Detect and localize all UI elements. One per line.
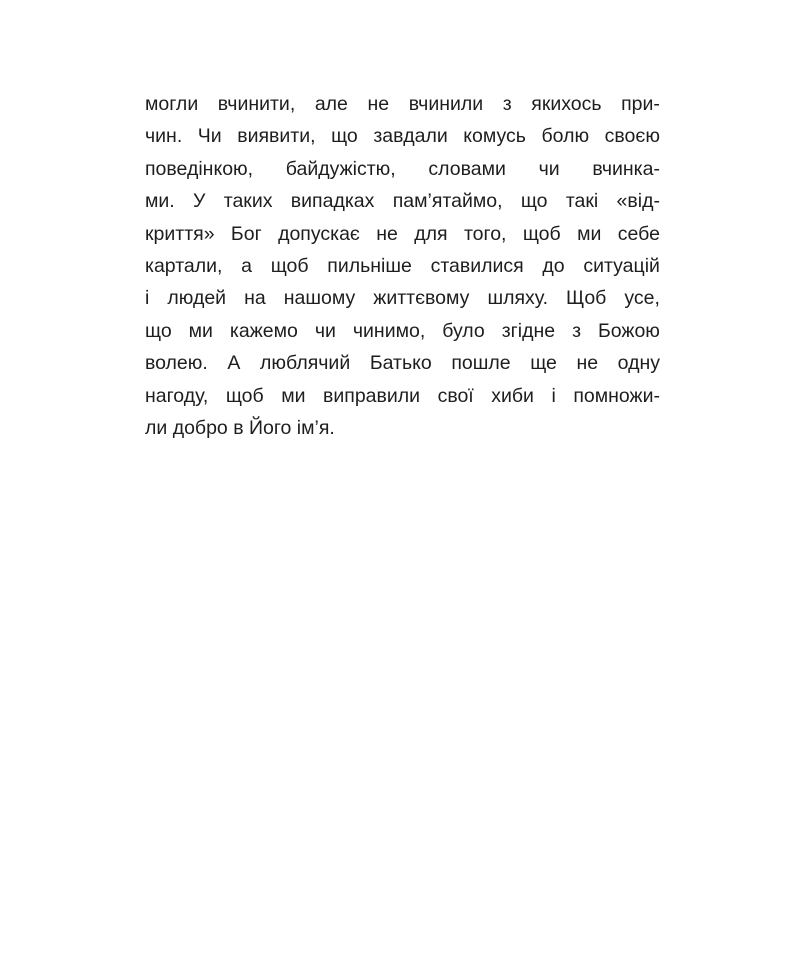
word: життєвому: [373, 287, 470, 310]
word: ми: [577, 222, 602, 245]
word: з: [572, 319, 582, 342]
word: до: [542, 254, 565, 277]
word: хиби: [491, 384, 534, 407]
word: якихось: [531, 93, 602, 115]
word: «від-: [616, 190, 660, 213]
word: люблячий: [260, 352, 351, 375]
word: вчинка-: [592, 157, 660, 180]
word: ставилися: [430, 254, 524, 277]
paragraph-line: [145, 250, 660, 282]
word: усе,: [624, 287, 660, 310]
word: Щоб: [566, 287, 607, 310]
word: що: [145, 319, 172, 342]
word: У: [193, 190, 206, 213]
word: а: [241, 254, 253, 277]
word: болю: [541, 125, 590, 148]
word: пам’ятаймо,: [392, 190, 503, 213]
word: чи: [314, 319, 336, 342]
paragraph-line: [145, 380, 660, 412]
word: А: [227, 352, 241, 375]
paragraph-line: [145, 120, 660, 152]
word: таких: [223, 190, 273, 213]
word: не: [576, 352, 599, 375]
word: ситуацій: [583, 254, 660, 277]
word: для: [414, 222, 448, 245]
word: але: [314, 93, 348, 115]
word: завдали: [373, 125, 448, 148]
word: чин.: [145, 125, 183, 148]
word: волею.: [145, 352, 208, 375]
word: Чи: [197, 125, 222, 148]
word: випадках: [290, 190, 375, 213]
word: байдужістю,: [285, 157, 396, 180]
word: чинимо,: [352, 319, 426, 342]
word: своєю: [604, 125, 660, 148]
word: чи: [538, 157, 560, 180]
word: щоб: [522, 222, 561, 245]
paragraph-line: [145, 218, 660, 250]
word: щоб: [270, 254, 309, 277]
word: при-: [621, 93, 660, 115]
word: не: [367, 93, 390, 115]
word: могли: [145, 93, 199, 115]
word: було: [442, 319, 485, 342]
word: комусь: [463, 125, 526, 148]
word: ми: [281, 384, 306, 407]
word: вчинили: [408, 93, 484, 115]
word: що: [331, 125, 358, 148]
word: не: [376, 222, 398, 245]
word: поведінкою,: [145, 157, 254, 180]
word: з: [502, 93, 512, 115]
word: ми.: [145, 190, 175, 213]
word: свої: [437, 384, 474, 407]
word: виправили: [323, 384, 421, 407]
word: виявити,: [237, 125, 316, 148]
paragraph-line: [145, 347, 660, 379]
body-paragraph: [145, 88, 660, 444]
word: помножи-: [573, 384, 660, 407]
word: що: [520, 190, 548, 213]
word: шляху.: [487, 287, 548, 310]
word: пильніше: [327, 254, 412, 277]
word: одну: [617, 352, 660, 375]
word: Божою: [598, 319, 660, 342]
word: себе: [617, 222, 660, 245]
word: такі: [565, 190, 599, 213]
word: пошле: [451, 352, 511, 375]
paragraph-line: [145, 315, 660, 347]
word: ми: [188, 319, 213, 342]
word: нагоду,: [145, 384, 209, 407]
word: картали,: [145, 254, 223, 277]
word: ще: [530, 352, 557, 375]
paragraph-line: [145, 282, 660, 314]
word: Бог: [230, 222, 262, 245]
paragraph-line: [145, 153, 660, 185]
word: щоб: [225, 384, 264, 407]
word: і: [145, 287, 150, 310]
word: того,: [463, 222, 507, 245]
word: допускає: [278, 222, 360, 245]
word: і: [551, 384, 556, 407]
word: нашому: [283, 287, 356, 310]
word: Батько: [369, 352, 432, 375]
word: згідне: [501, 319, 556, 342]
word: словами: [428, 157, 506, 180]
paragraph-line: ли добро в Його ім’я.: [145, 416, 335, 439]
word: вчинити,: [217, 93, 296, 115]
word: на: [244, 287, 266, 310]
paragraph-line: [145, 185, 660, 217]
word: криття»: [145, 222, 215, 245]
paragraph-line: [145, 88, 660, 120]
word: людей: [167, 287, 227, 310]
word: кажемо: [229, 319, 298, 342]
